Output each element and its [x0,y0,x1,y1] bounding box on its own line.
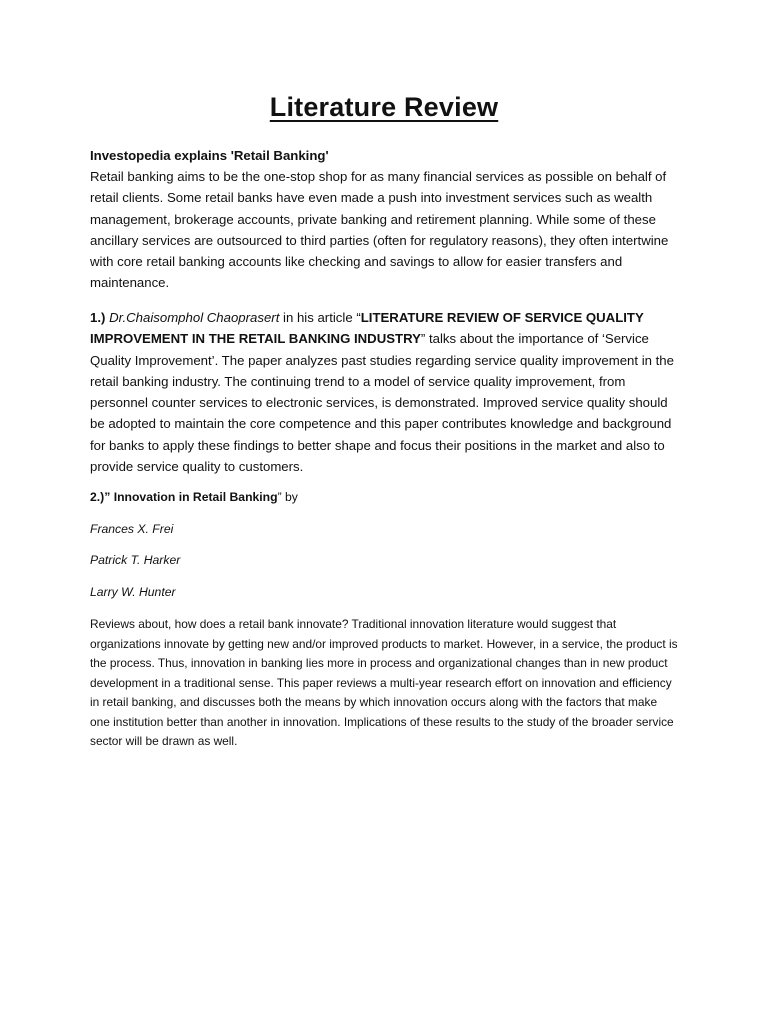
author-3: Larry W. Hunter [90,585,176,599]
reference-2-section [90,615,678,752]
author-1: Frances X. Frei [90,522,174,536]
reference-1-article-title: LITERATURE REVIEW OF SERVICE QUALITY IMPROVEMENT IN THE RETAIL BANKING INDUSTRY [90,310,644,347]
reference-1-text-a: in his article “ [279,310,361,325]
intro-paragraph: Retail banking aims to be the one-stop shop for as many financial services as possible on behalf of retail clients. Some retail banks have even made a push into investment services such as wealth management, brokerage accounts, private banking and retirement planning. While some of these ancillary services are outsourced to third parties (often for regulatory reasons), they often intertwine with core retail banking accounts like checking and savings to allow for easier transfers and maintenance. [90,169,669,291]
intro-heading: Investopedia explains 'Retail Banking' [90,148,329,163]
reference-1-number: 1.) [90,310,106,325]
reference-1-text-b: ” talks about the importance of ‘Service Quality Improvement’. The paper analyzes past studies regarding service quality improvement in the retail banking industry. The continuing trend to a model of service quality improvement, from personnel counter services to electronic services, is demonstrated. Improved service quality should be adopted to maintain the core competence and this paper contributes knowledge and background for banks to apply these findings to better shape and focus their positions in the market and also to provide service quality to customers. [90,331,674,475]
reference-1-paragraph [90,307,678,477]
reference-2-heading [90,490,678,504]
reference-2-title: 2.)” Innovation in Retail Banking [90,490,278,504]
intro-section [90,145,678,294]
reference-2-paragraph: Reviews about, how does a retail bank innovate? Traditional innovation literature would suggest that organizations innovate by getting new and/or improved products to market. However, in a service, the product is the process. Thus, innovation in banking lies more in process and organizational changes than in new product development in a traditional sense. This paper reviews a multi-year research effort on innovation and efficiency in retail banking, and discusses both the means by which innovation occurs along with the factors that make one institution better than another in innovation. Implications of these results to the study of the broader service sector will be drawn as well. [90,617,678,748]
reference-1-section [90,307,678,477]
page-title: Literature Review [269,92,499,122]
author-2: Patrick T. Harker [90,553,181,567]
reference-2-title-suffix: ” by [277,490,298,504]
reference-1-author: Dr.Chaisomphol Chaoprasert [109,310,280,325]
